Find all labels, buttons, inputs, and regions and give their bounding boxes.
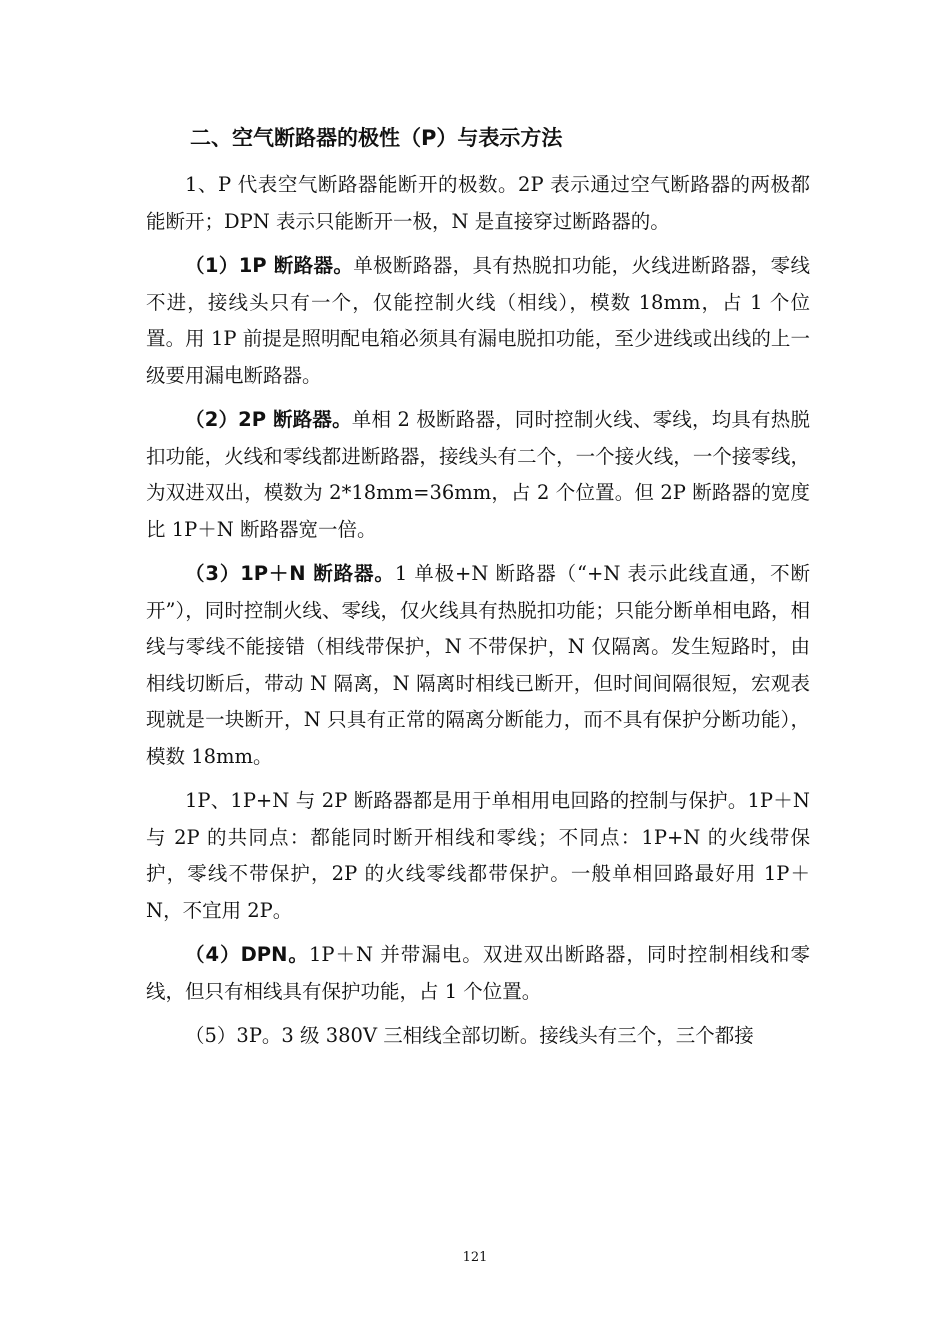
paragraph-lead: （2）2P 断路器。 (185, 408, 352, 431)
paragraph-1 (146, 167, 810, 240)
paragraph-text: 单极断路器，具有热脱扣功能，火线进断路器，零线不进，接线头只有一个，仅能控制火线（相线），模数 18mm，占 1 个位置。用 1P 前提是照明配电箱必须具有漏电脱扣功能，至少进线或出线的上一级要用漏电断路器。 (146, 254, 810, 387)
paragraph-6 (146, 937, 810, 1010)
paragraph-lead: （4）DPN。 (185, 943, 309, 966)
paragraph-lead: （3）1P＋N 断路器。 (185, 562, 395, 585)
paragraph-lead: （1）1P 断路器。 (185, 254, 354, 277)
paragraph-text: 1、P 代表空气断路器能断开的极数。2P 表示通过空气断路器的两极都能断开；DPN 表示只能断开一极，N 是直接穿过断路器的。 (146, 173, 810, 233)
paragraph-7 (146, 1018, 810, 1055)
paragraph-4 (146, 556, 810, 775)
section-heading: 二、空气断路器的极性（P）与表示方法 (190, 126, 563, 150)
paragraph-text: 1P、1P+N 与 2P 断路器都是用于单相用电回路的控制与保护。1P＋N 与 2P 的共同点：都能同时断开相线和零线；不同点：1P+N 的火线带保护，零线不带保护，2P 的火线零线都带保护。一般单相回路最好用 1P＋N，不宜用 2P。 (146, 789, 810, 922)
paragraph-3 (146, 402, 810, 548)
paragraph-text: 单相 2 极断路器，同时控制火线、零线，均具有热脱扣功能，火线和零线都进断路器，接线头有二个，一个接火线，一个接零线，为双进双出，模数为 2*18mm=36mm，占 2 个位置。但 2P 断路器的宽度比 1P＋N 断路器宽一倍。 (146, 408, 810, 541)
page-number: 121 (462, 1250, 488, 1265)
paragraph-5 (146, 783, 810, 929)
paragraph-text: （5）3P。3 级 380V 三相线全部切断。接线头有三个，三个都接 (185, 1024, 754, 1047)
body-text (146, 167, 810, 1063)
paragraph-2 (146, 248, 810, 394)
paragraph-text: 1P＋N 并带漏电。双进双出断路器，同时控制相线和零线，但只有相线具有保护功能，占 1 个位置。 (146, 943, 810, 1003)
paragraph-text: 1 单极+N 断路器（“+N 表示此线直通，不断开”），同时控制火线、零线，仅火线具有热脱扣功能；只能分断单相电路，相线与零线不能接错（相线带保护，N 不带保护，N 仅隔离。发生短路时，由相线切断后，带动 N 隔离，N 隔离时相线已断开，但时间间隔很短，宏观表现就是一块断开，N 只具有正常的隔离分断能力，而不具有保护分断功能），模数 18mm。 (146, 562, 810, 768)
